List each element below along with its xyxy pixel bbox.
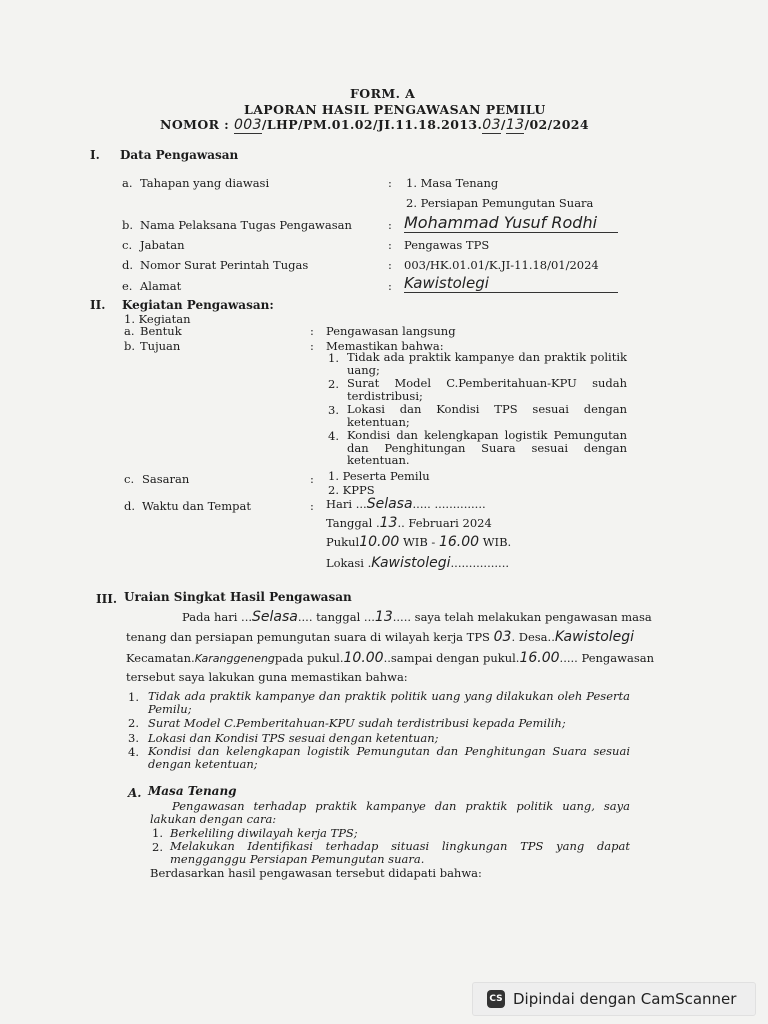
nomor-handwritten-d1: 03 <box>482 117 501 133</box>
paragraph-line-2 <box>126 630 634 644</box>
nomor-end: /02/2024 <box>524 117 590 132</box>
row-d-letter: d. <box>122 258 134 272</box>
p-tgl-handwritten: 13 <box>374 609 393 625</box>
paragraph-line-4: tersebut saya lakukan guna memastikan bahwa: <box>126 670 408 684</box>
lokasi-line <box>326 556 509 570</box>
list-item-1: Tidak ada praktik kampanye dan praktik politik uang yang dilakukan oleh Peserta Pemilu; <box>148 689 630 716</box>
sasaran-item-2: 2. KPPS <box>328 483 375 497</box>
list-item-4: Kondisi dan kelengkapan logistik Pemungutan dan Penghitungan Suara sesuai dengan ketentuan; <box>148 744 630 771</box>
tujuan-intro: Memastikan bahwa: <box>326 339 444 353</box>
conclusion-text: Berdasarkan hasil pengawasan tersebut didapati bahwa: <box>150 866 482 880</box>
row-a-label: Tahapan yang diawasi <box>140 176 270 190</box>
nomor-handwritten-d2: 13 <box>505 117 525 133</box>
p-pengawasan: ..... Pengawasan <box>559 651 654 665</box>
pukul-start-handwritten: 10.00 <box>359 534 400 550</box>
nomor-handwritten-no: 003 <box>233 117 262 133</box>
lokasi-label: Lokasi . <box>326 556 372 570</box>
row-e-letter: e. <box>122 279 133 293</box>
tujuan-item-1-num: 1. <box>328 351 339 365</box>
nomor-middle: /LHP/PM.01.02/JI.11.18.2013. <box>261 117 483 132</box>
lokasi-dots: ................ <box>450 556 510 570</box>
sasaran-colon: : <box>310 472 314 486</box>
list-item-2: Surat Model C.Pemberitahuan-KPU sudah terdistribusi kepada Pemilih; <box>148 716 566 730</box>
hari-handwritten: Selasa <box>366 496 413 512</box>
subsection-a-letter: A. <box>128 786 142 800</box>
pukul-label: Pukul <box>326 535 360 549</box>
row-e-label: Alamat <box>140 279 182 293</box>
p-tgl-label: .... tanggal ... <box>297 610 375 624</box>
waktu-label: Waktu dan Tempat <box>142 499 251 513</box>
row-e-colon: : <box>388 279 392 293</box>
row-a-letter: a. <box>122 176 133 190</box>
pukul-wib: WIB - <box>399 535 439 549</box>
hari-label: Hari ... <box>326 497 367 511</box>
row-c-colon: : <box>388 238 392 252</box>
sasaran-letter: c. <box>124 472 135 486</box>
form-code: FORM. A <box>350 86 416 101</box>
document-title: LAPORAN HASIL PENGAWASAN PEMILU <box>244 102 546 117</box>
tujuan-item-4-num: 4. <box>328 429 339 443</box>
bentuk-value: Pengawasan langsung <box>326 324 456 338</box>
paragraph-line-3 <box>126 651 654 666</box>
position-value: Pengawas TPS <box>404 238 490 252</box>
p-desa-handwritten: Kawistolegi <box>554 629 635 645</box>
tujuan-item-2-num: 2. <box>328 377 339 391</box>
section-3-title: Uraian Singkat Hasil Pengawasan <box>124 590 352 604</box>
tujuan-colon: : <box>310 339 314 353</box>
address-handwritten: Kawistolegi <box>404 274 618 293</box>
lokasi-handwritten: Kawistolegi <box>371 555 451 571</box>
waktu-letter: d. <box>124 499 136 513</box>
p-pada-label: pada pukul. <box>274 651 344 665</box>
p-line-2-text: tenang dan persiapan pemungutan suara di wilayah kerja TPS <box>126 630 490 644</box>
row-a-value-1: 1. Masa Tenang <box>406 176 499 190</box>
assignment-number-value: 003/HK.01.01/K.JI-11.18/01/2024 <box>404 258 599 272</box>
section-1-number: I. <box>90 148 100 162</box>
camscanner-watermark <box>472 982 756 1016</box>
nomor-slash: / <box>500 117 506 132</box>
sasaran-item-1: 1. Peserta Pemilu <box>328 469 430 483</box>
row-d-colon: : <box>388 258 392 272</box>
p-hari-handwritten: Selasa <box>252 609 298 625</box>
pukul-wib-2: WIB. <box>479 535 512 549</box>
list-item-2-num: 2. <box>128 716 139 730</box>
pukul-line <box>326 535 511 549</box>
section-2-title: Kegiatan Pengawasan: <box>122 298 274 312</box>
tujuan-item-4: Kondisi dan kelengkapan logistik Pemungutan dan Penghitungan Suara sesuai dengan ketentuan. <box>347 428 627 467</box>
tanggal-label: Tanggal . <box>326 516 380 530</box>
subsection-a-item-2: Melakukan Identifikasi terhadap situasi lingkungan TPS yang dapat mengganggu Persiapan Pemungutan suara. <box>170 839 630 866</box>
tanggal-handwritten: 13 <box>379 515 398 531</box>
executor-name-handwritten: Mohammad Yusuf Rodhi <box>404 213 618 233</box>
bentuk-colon: : <box>310 324 314 338</box>
row-d-label: Nomor Surat Perintah Tugas <box>140 258 309 272</box>
row-a-value-2: 2. Persiapan Pemungutan Suara <box>406 196 594 210</box>
row-b-letter: b. <box>122 218 134 232</box>
p-sampai-label: ..sampai dengan pukul. <box>383 651 520 665</box>
p-kec-handwritten: Karanggeneng <box>194 652 275 665</box>
p-tps-handwritten: 03 <box>493 629 512 645</box>
row-c-letter: c. <box>122 238 133 252</box>
paragraph-line-1 <box>182 610 652 624</box>
tujuan-item-1: Tidak ada praktik kampanye dan praktik politik uang; <box>347 350 627 377</box>
bentuk-letter: a. <box>124 324 135 338</box>
tujuan-item-3-num: 3. <box>328 403 339 417</box>
p-start-handwritten: 10.00 <box>343 650 384 666</box>
list-item-3-num: 3. <box>128 731 139 745</box>
list-item-4-num: 4. <box>128 745 139 759</box>
p-hari-label: Pada hari ... <box>182 610 253 624</box>
hari-dots: ..... .............. <box>412 497 486 511</box>
waktu-colon: : <box>310 499 314 513</box>
document-number <box>160 117 589 133</box>
pukul-end-handwritten: 16.00 <box>438 534 480 550</box>
subsection-a-item-1: Berkeliling diwilayah kerja TPS; <box>170 826 358 840</box>
bentuk-label: Bentuk <box>140 324 182 338</box>
hari-line <box>326 497 486 511</box>
camscanner-logo-icon: CS <box>487 990 505 1008</box>
list-item-3: Lokasi dan Kondisi TPS sesuai dengan ketentuan; <box>148 731 439 745</box>
subsection-a-item-2-num: 2. <box>152 840 163 854</box>
nomor-prefix: NOMOR : <box>160 117 230 132</box>
row-a-colon: : <box>388 176 392 190</box>
section-1-title: Data Pengawasan <box>120 148 239 162</box>
subsection-a-item-1-num: 1. <box>152 826 163 840</box>
subsection-a-paragraph: Pengawasan terhadap praktik kampanye dan praktik politik uang, saya lakukan dengan cara: <box>150 799 630 826</box>
tanggal-rest: .. Februari 2024 <box>397 516 492 530</box>
list-item-1-num: 1. <box>128 690 139 704</box>
p-end-handwritten: 16.00 <box>519 650 560 666</box>
p-rest-1: ..... saya telah melakukan pengawasan masa <box>392 610 652 624</box>
camscanner-text: Dipindai dengan CamScanner <box>513 990 737 1008</box>
section-2-number: II. <box>90 298 106 312</box>
row-b-colon: : <box>388 218 392 232</box>
tanggal-line <box>326 516 492 530</box>
p-desa-label: . Desa.. <box>511 630 555 644</box>
row-c-label: Jabatan <box>140 238 185 252</box>
p-kec-label: Kecamatan. <box>126 651 195 665</box>
row-b-label: Nama Pelaksana Tugas Pengawasan <box>140 218 352 232</box>
section-3-number: III. <box>96 592 118 606</box>
sasaran-label: Sasaran <box>142 472 190 486</box>
tujuan-letter: b. <box>124 339 136 353</box>
tujuan-item-3: Lokasi dan Kondisi TPS sesuai dengan ketentuan; <box>347 402 627 429</box>
subsection-a-title: Masa Tenang <box>148 784 237 798</box>
tujuan-label: Tujuan <box>140 339 181 353</box>
kegiatan-label: 1. Kegiatan <box>124 312 191 326</box>
tujuan-item-2: Surat Model C.Pemberitahuan-KPU sudah terdistribusi; <box>347 376 627 403</box>
